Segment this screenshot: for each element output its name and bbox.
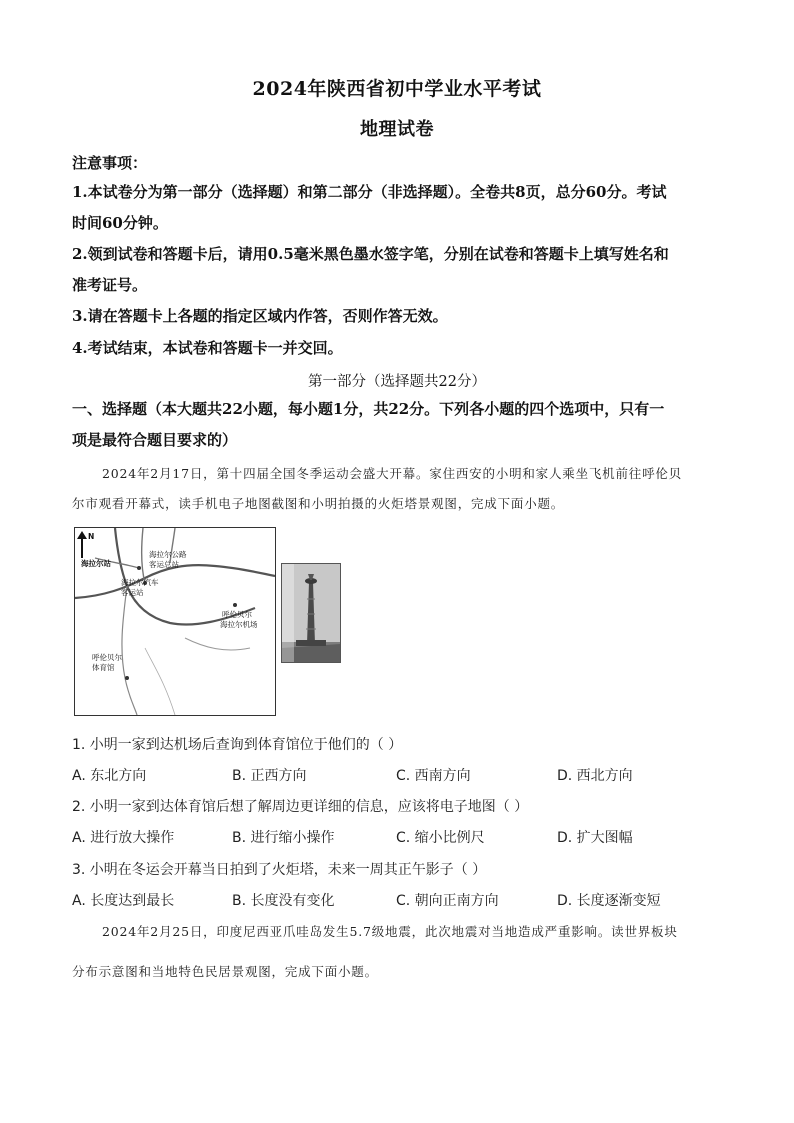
part1-heading: 第一部分（选择题共22分） — [308, 374, 486, 390]
notice-heading: 注意事项： — [72, 154, 148, 172]
question-3-option-c[interactable]: C. 朝向正南方向 — [396, 893, 499, 909]
notice-item-2-line1: 2.领到试卷和答题卡后，请用0.5毫米黑色墨水签字笔，分别在试卷和答题卡上填写姓名和 — [72, 245, 669, 263]
question-2-option-a[interactable]: A. 进行放大操作 — [72, 830, 175, 846]
notice-item-1-line1: 1.本试卷分为第一部分（选择题）和第二部分（非选择题）。全卷共8页，总分60分。考试 — [72, 183, 667, 201]
question-3-option-a[interactable]: A. 长度达到最长 — [72, 893, 175, 909]
map-label-bus-station-l1: 海拉尔汽车 — [121, 578, 159, 587]
context1-line2: 尔市观看开幕式，读手机电子地图截图和小明拍摄的火炬塔景观图，完成下面小题。 — [72, 496, 565, 511]
question-2-option-d[interactable]: D. 扩大图幅 — [557, 830, 633, 846]
question-2-stem: 2. 小明一家到达体育馆后想了解周边更详细的信息，应该将电子地图（ ） — [72, 799, 529, 815]
exam-subject: 地理试卷 — [360, 119, 434, 140]
map-label-stadium-l1: 呼伦贝尔 — [92, 653, 122, 662]
context1-line1: 2024年2月17日，第十四届全国冬季运动会盛大开幕。家住西安的小明和家人乘坐飞机前往呼伦贝 — [102, 466, 682, 481]
section-instructions-line1: 一、选择题（本大题共22小题，每小题1分，共22分。下列各小题的四个选项中，只有一 — [72, 400, 665, 418]
torch-tower-photo — [281, 563, 341, 663]
map-label-airport-l2: 海拉尔机场 — [220, 620, 258, 629]
question-3-option-d[interactable]: D. 长度逐渐变短 — [557, 893, 661, 909]
context2-line1: 2024年2月25日，印度尼西亚爪哇岛发生5.7级地震，此次地震对当地造成严重影响。读世界板块 — [102, 924, 678, 939]
question-1-option-b[interactable]: B. 正西方向 — [232, 768, 307, 784]
torch-tower-drawing — [282, 564, 340, 662]
map-label-stadium-l2: 体育馆 — [92, 663, 115, 672]
north-arrow-icon — [81, 536, 83, 558]
question-2-option-b[interactable]: B. 进行缩小操作 — [232, 830, 335, 846]
question-3-stem: 3. 小明在冬运会开幕当日拍到了火炬塔，未来一周其正午影子（ ） — [72, 862, 487, 878]
phone-map-screenshot — [74, 527, 276, 716]
question-3-option-b[interactable]: B. 长度没有变化 — [232, 893, 335, 909]
north-arrowhead-icon — [77, 531, 87, 539]
map-label-hailar-station: 海拉尔站 — [81, 559, 111, 568]
exam-title: 2024年陕西省初中学业水平考试 — [252, 78, 542, 100]
notice-item-1-line2: 时间60分钟。 — [72, 214, 168, 232]
question-1-option-c[interactable]: C. 西南方向 — [396, 768, 471, 784]
section-instructions-line2: 项是最符合题目要求的） — [72, 431, 238, 449]
map-label-road-terminal-l1: 海拉尔公路 — [149, 550, 187, 559]
map-label-airport-l1: 呼伦贝尔 — [222, 610, 252, 619]
notice-item-2-line2: 准考证号。 — [72, 276, 148, 294]
map-label-bus-station-l2: 客运站 — [121, 588, 144, 597]
question-2-option-c[interactable]: C. 缩小比例尺 — [396, 830, 485, 846]
question-1-option-a[interactable]: A. 东北方向 — [72, 768, 147, 784]
notice-item-4: 4.考试结束，本试卷和答题卡一并交回。 — [72, 339, 343, 357]
question-1-stem: 1. 小明一家到达机场后查询到体育馆位于他们的（ ） — [72, 737, 403, 753]
notice-item-3: 3.请在答题卡上各题的指定区域内作答，否则作答无效。 — [72, 307, 448, 325]
context2-line2: 分布示意图和当地特色民居景观图，完成下面小题。 — [72, 964, 378, 979]
question-1-option-d[interactable]: D. 西北方向 — [557, 768, 633, 784]
north-label: N — [88, 532, 95, 541]
map-label-road-terminal-l2: 客运总站 — [149, 560, 179, 569]
